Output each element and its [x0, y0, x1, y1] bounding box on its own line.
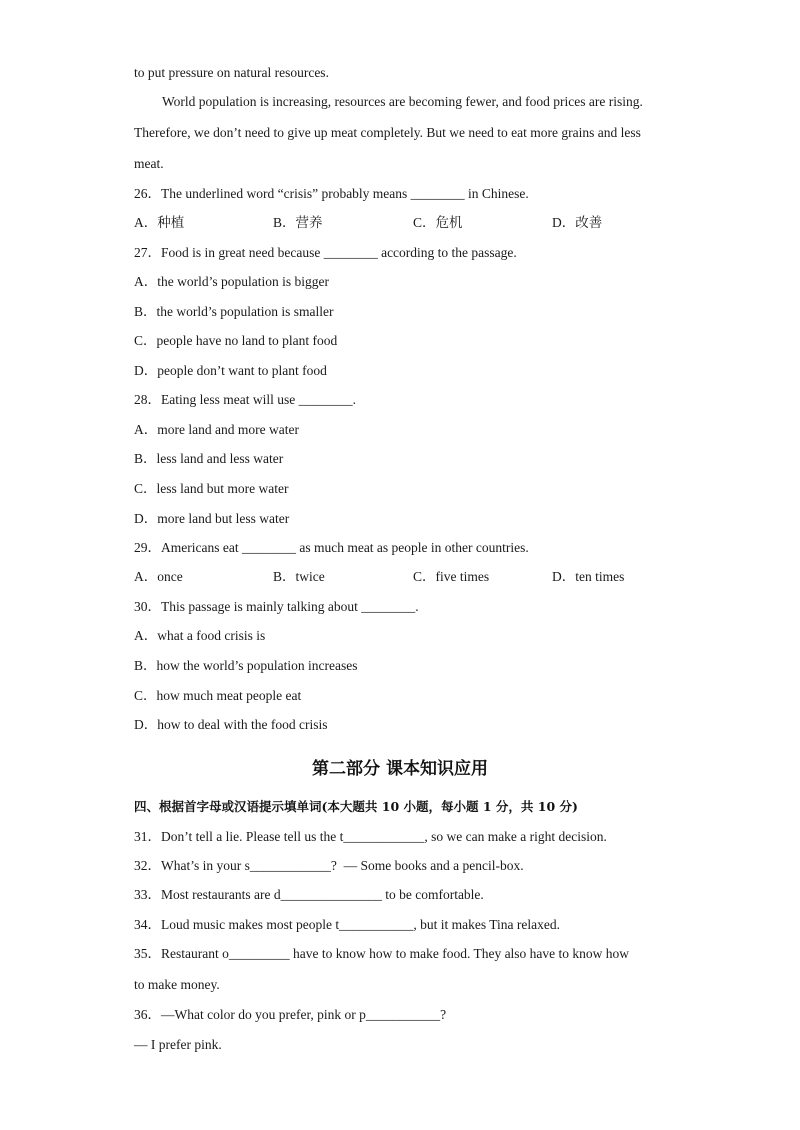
q29-option-d: D．ten times	[552, 569, 625, 584]
question-31: 31．Don’t tell a lie. Please tell us the t____________, so we can make a right decision.	[134, 829, 607, 844]
q30-option-d: D．how to deal with the food crisis	[134, 717, 328, 732]
question-35: 35．Restaurant o_________ have to know how to make food. They also have to know how	[134, 946, 630, 961]
q26-option-b: B．营养	[273, 215, 323, 230]
q28-option-d: D．more land but less water	[134, 511, 290, 526]
q27-option-b: B．the world’s population is smaller	[134, 304, 334, 319]
question-30-stem: 30．This passage is mainly talking about ________.	[134, 599, 419, 614]
question-34: 34．Loud music makes most people t___________, but it makes Tina relaxed.	[134, 917, 560, 932]
q27-option-a: A．the world’s population is bigger	[134, 274, 329, 289]
q30-option-c: C．how much meat people eat	[134, 688, 302, 703]
q26-option-a: A．种植	[134, 215, 185, 230]
passage-line: World population is increasing, resources are becoming fewer, and food prices are rising.	[162, 94, 643, 109]
q28-option-c: C．less land but more water	[134, 481, 289, 496]
question-36-answer-line: — I prefer pink.	[134, 1037, 222, 1052]
q28-option-a: A．more land and more water	[134, 422, 299, 437]
q26-option-d: D．改善	[552, 215, 603, 230]
passage-line: meat.	[134, 156, 164, 171]
question-28-stem: 28．Eating less meat will use ________.	[134, 392, 356, 407]
q28-option-b: B．less land and less water	[134, 451, 284, 466]
question-26-stem: 26．The underlined word “crisis” probably means ________ in Chinese.	[134, 186, 529, 201]
passage-line: Therefore, we don’t need to give up meat completely. But we need to eat more grains and less	[134, 125, 641, 140]
q30-option-a: A．what a food crisis is	[134, 628, 266, 643]
q29-option-a: A．once	[134, 569, 183, 584]
q27-option-c: C．people have no land to plant food	[134, 333, 338, 348]
question-29-stem: 29．Americans eat ________ as much meat as people in other countries.	[134, 540, 529, 555]
q30-option-b: B．how the world’s population increases	[134, 658, 358, 673]
part-two-title: 第二部分 课本知识应用	[312, 759, 488, 779]
question-27-stem: 27．Food is in great need because ________ according to the passage.	[134, 245, 517, 260]
question-36: 36．—What color do you prefer, pink or p___________?	[134, 1007, 447, 1022]
question-33: 33．Most restaurants are d_______________ to be comfortable.	[134, 887, 484, 902]
q29-option-c: C．five times	[413, 569, 490, 584]
section-four-instructions: 四、根据首字母或汉语提示填单词(本大题共 10 小题，每小题 1 分，共 10 分)	[134, 799, 578, 814]
passage-line: to put pressure on natural resources.	[134, 65, 329, 80]
question-32: 32．What’s in your s____________? — Some books and a pencil-box.	[134, 858, 524, 873]
question-35-continued: to make money.	[134, 977, 220, 992]
q29-option-b: B．twice	[273, 569, 325, 584]
q27-option-d: D．people don’t want to plant food	[134, 363, 327, 378]
q26-option-c: C．危机	[413, 215, 463, 230]
